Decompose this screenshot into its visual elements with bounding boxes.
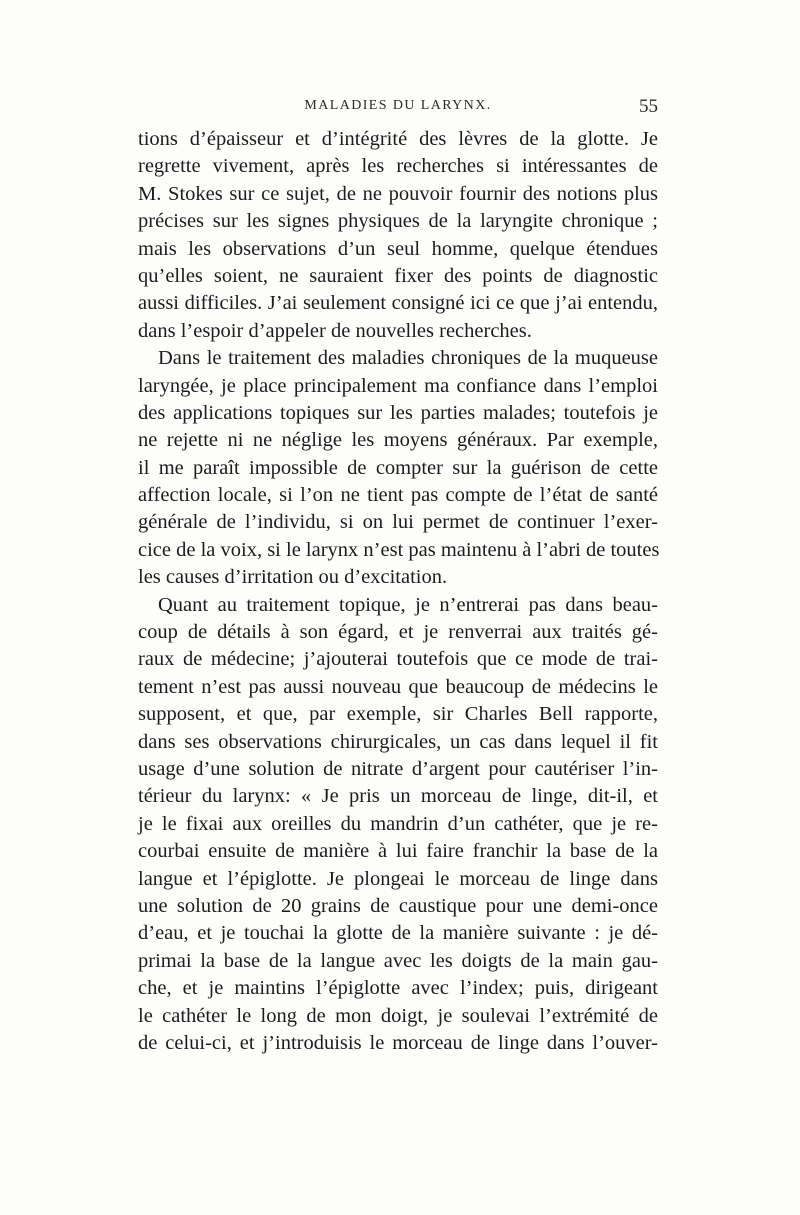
text-line: une solution de 20 grains de caustique pour une demi-once <box>138 894 658 917</box>
text-line: générale de l’individu, si on lui permet de continuer l’exer- <box>138 511 658 534</box>
text-line: les causes d’irritation ou d’excitation. <box>138 566 448 589</box>
running-head <box>138 96 658 120</box>
text-line: che, et je maintins l’épiglotte avec l’index; puis, dirigeant <box>138 977 658 1000</box>
text-line: primai la base de la langue avec les doigts de la main gau- <box>138 949 658 972</box>
text-line: cice de la voix, si le larynx n’est pas maintenu à l’abri de toutes <box>138 538 660 561</box>
page-number: 55 <box>639 96 658 117</box>
text-line: regrette vivement, après les recherches si intéressantes de <box>138 155 658 178</box>
text-line: courbai ensuite de manière à lui faire franchir la base de la <box>138 840 658 863</box>
text-line: dans ses observations chirurgicales, un cas dans lequel il fit <box>138 730 658 753</box>
text-line: Dans le traitement des maladies chroniques de la muqueuse <box>158 347 658 370</box>
text-line: affection locale, si l’on ne tient pas compte de l’état de santé <box>138 484 658 507</box>
running-title: MALADIES DU LARYNX. <box>304 98 492 113</box>
text-line: dans l’espoir d’appeler de nouvelles recherches. <box>138 319 532 342</box>
text-line: tement n’est pas aussi nouveau que beaucoup de médecins le <box>138 675 658 698</box>
text-line: d’eau, et je touchai la glotte de la manière suivante : je dé- <box>138 922 658 945</box>
text-line: je le fixai aux oreilles du mandrin d’un cathéter, que je re- <box>138 812 658 835</box>
text-line: le cathéter le long de mon doigt, je soulevai l’extrémité de <box>138 1004 658 1027</box>
text-line: Quant au traitement topique, je n’entrerai pas dans beau- <box>158 593 658 616</box>
text-line: supposent, et que, par exemple, sir Charles Bell rapporte, <box>138 703 658 726</box>
text-line: qu’elles soient, ne sauraient fixer des points de diagnostic <box>138 264 658 287</box>
text-line: ne rejette ni ne néglige les moyens généraux. Par exemple, <box>138 429 658 452</box>
text-line: coup de détails à son égard, et je renverrai aux traités gé- <box>138 621 658 644</box>
text-line: M. Stokes sur ce sujet, de ne pouvoir fournir des notions plus <box>138 182 658 205</box>
text-line: tions d’épaisseur et d’intégrité des lèvres de la glotte. Je <box>138 128 658 150</box>
text-line: des applications topiques sur les parties malades; toutefois je <box>138 401 658 424</box>
text-line: aussi difficiles. J’ai seulement consigné ici ce que j’ai entendu, <box>138 292 658 315</box>
text-line: raux de médecine; j’ajouterai toutefois que ce mode de trai- <box>138 648 658 671</box>
text-line: précises sur les signes physiques de la laryngite chronique ; <box>138 210 658 233</box>
text-line: langue et l’épiglotte. Je plongeai le morceau de linge dans <box>138 867 658 890</box>
text-line: il me paraît impossible de compter sur la guérison de cette <box>138 456 658 479</box>
text-line: de celui-ci, et j’introduisis le morceau de linge dans l’ouver- <box>138 1031 658 1054</box>
text-line: usage d’une solution de nitrate d’argent pour cautériser l’in- <box>138 757 658 780</box>
text-line: mais les observations d’un seul homme, quelque étendues <box>138 237 658 260</box>
text-line: laryngée, je place principalement ma confiance dans l’emploi <box>138 374 658 397</box>
body-text <box>138 126 658 1057</box>
text-line: térieur du larynx: « Je pris un morceau de linge, dit-il, et <box>138 785 658 808</box>
